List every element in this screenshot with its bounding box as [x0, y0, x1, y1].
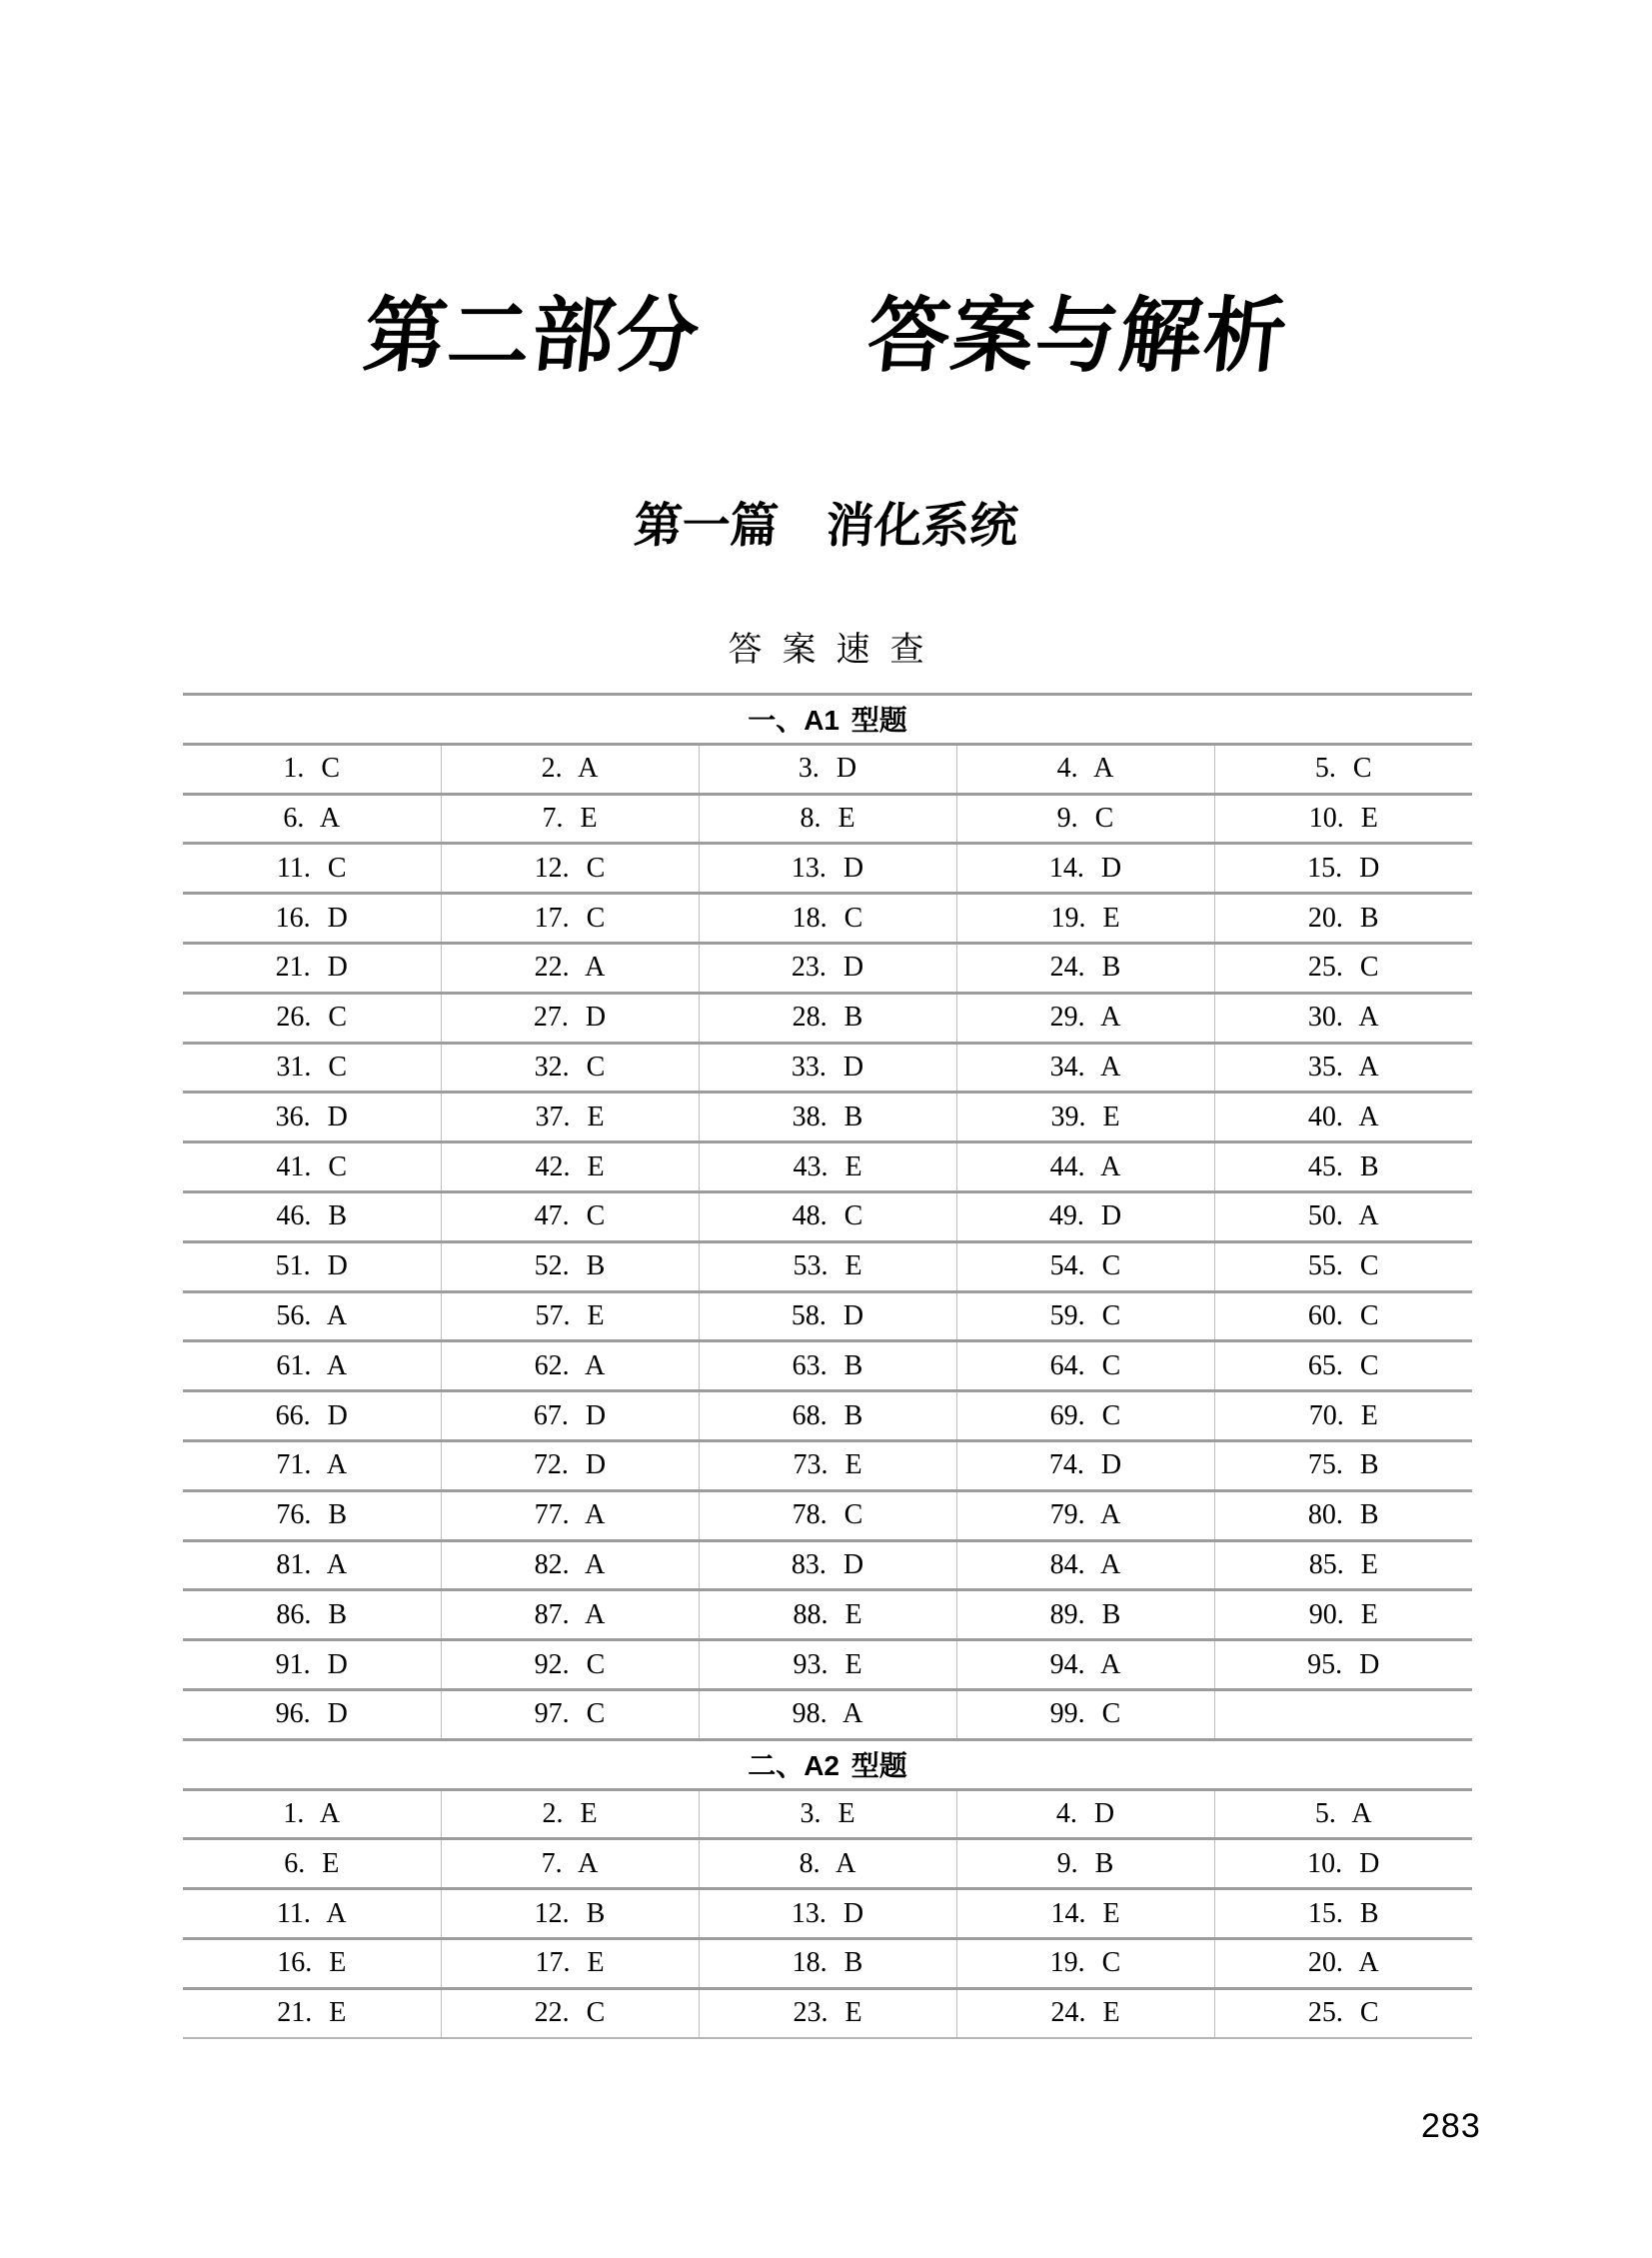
answer-cell: 31. C — [276, 1051, 348, 1083]
answer-cell: 37. E — [441, 1093, 699, 1142]
answer-cell: 49. D — [956, 1191, 1214, 1241]
answer-cell: 11. C — [276, 852, 347, 884]
answer-row — [183, 794, 1472, 844]
answer-cell: 2. A — [441, 744, 699, 794]
answer-row — [183, 1889, 1472, 1939]
answer-cell: 32. C — [441, 1043, 699, 1093]
answer-row — [183, 1142, 1472, 1192]
answer-cell: 7. E — [441, 794, 699, 844]
answer-cell: 72. D — [441, 1440, 699, 1490]
answer-cell: 13. D — [699, 844, 956, 894]
answer-cell: 12. B — [441, 1889, 699, 1939]
answer-row — [183, 993, 1472, 1043]
answer-cell: 62. A — [441, 1341, 699, 1391]
answer-cell: 13. D — [699, 1889, 956, 1939]
answer-cell: 33. D — [699, 1043, 956, 1093]
answer-cell: 71. A — [276, 1449, 348, 1481]
answer-cell: 93. E — [699, 1640, 956, 1690]
answer-cell: 17. E — [441, 1938, 699, 1988]
answer-cell: 20. A — [1214, 1938, 1472, 1988]
answer-cell: 16. D — [275, 902, 348, 934]
answer-cell: 70. E — [1214, 1391, 1472, 1441]
answer-cell: 46. B — [276, 1200, 348, 1232]
answer-cell: 39. E — [956, 1093, 1214, 1142]
answer-cell — [1214, 1689, 1472, 1739]
answer-row — [183, 1191, 1472, 1241]
answer-cell: 4. A — [956, 744, 1214, 794]
section-heading-row — [183, 695, 1472, 745]
answer-cell: 23. D — [699, 943, 956, 993]
answer-cell: 52. B — [441, 1241, 699, 1291]
answer-cell: 82. A — [441, 1540, 699, 1590]
answer-cell: 79. A — [956, 1490, 1214, 1540]
answer-cell: 10. D — [1214, 1839, 1472, 1889]
answer-cell: 29. A — [956, 993, 1214, 1043]
answer-cell: 81. A — [276, 1548, 348, 1580]
answer-row — [183, 1839, 1472, 1889]
answer-cell: 91. D — [275, 1648, 348, 1680]
answer-cell: 64. C — [956, 1341, 1214, 1391]
answer-cell: 48. C — [699, 1191, 956, 1241]
answer-cell: 5. C — [1214, 744, 1472, 794]
answer-row — [183, 1043, 1472, 1093]
answer-cell: 14. E — [956, 1889, 1214, 1939]
section-heading: 一、A1 型题 — [748, 705, 907, 737]
answer-cell: 96. D — [275, 1698, 348, 1730]
answer-cell: 75. B — [1214, 1440, 1472, 1490]
answer-cell: 73. E — [699, 1440, 956, 1490]
answer-cell: 88. E — [699, 1590, 956, 1640]
answer-row — [183, 1640, 1472, 1690]
answer-cell: 57. E — [441, 1291, 699, 1341]
answer-cell: 7. A — [441, 1839, 699, 1889]
answer-cell: 24. B — [956, 943, 1214, 993]
answer-cell: 4. D — [956, 1789, 1214, 1839]
answer-cell: 2. E — [441, 1789, 699, 1839]
answer-cell: 18. B — [699, 1938, 956, 1988]
answer-cell: 34. A — [956, 1043, 1214, 1093]
answer-cell: 15. D — [1214, 844, 1472, 894]
answer-cell: 77. A — [441, 1490, 699, 1540]
answer-cell: 76. B — [276, 1499, 348, 1531]
section-heading: 二、A2 型题 — [748, 1750, 907, 1782]
section-heading-row — [183, 1739, 1472, 1789]
answer-cell: 51. D — [275, 1250, 348, 1282]
answer-cell: 19. C — [956, 1938, 1214, 1988]
answer-cell: 6. E — [284, 1847, 340, 1879]
answer-row — [183, 1391, 1472, 1441]
answer-cell: 15. B — [1214, 1889, 1472, 1939]
answer-row — [183, 844, 1472, 894]
answer-cell: 38. B — [699, 1093, 956, 1142]
answer-cell: 43. E — [699, 1142, 956, 1192]
answer-cell: 47. C — [441, 1191, 699, 1241]
quick-answer-title: 答案速查 — [728, 631, 944, 669]
answer-cell: 3. E — [699, 1789, 956, 1839]
answer-cell: 35. A — [1214, 1043, 1472, 1093]
answer-table — [183, 693, 1472, 2039]
answer-row — [183, 1988, 1472, 2037]
answer-cell: 8. A — [699, 1839, 956, 1889]
answer-cell: 10. E — [1214, 794, 1472, 844]
answer-cell: 68. B — [699, 1391, 956, 1441]
answer-cell: 30. A — [1214, 993, 1472, 1043]
answer-cell: 80. B — [1214, 1490, 1472, 1540]
answer-cell: 78. C — [699, 1490, 956, 1540]
answer-row — [183, 1938, 1472, 1988]
answer-row — [183, 1241, 1472, 1291]
answer-cell: 97. C — [441, 1689, 699, 1739]
answer-cell: 25. C — [1214, 943, 1472, 993]
answer-row — [183, 744, 1472, 794]
answer-cell: 61. A — [276, 1349, 348, 1381]
answer-cell: 66. D — [275, 1399, 348, 1431]
answer-row — [183, 943, 1472, 993]
part-title: 第二部分 答案与解析 — [359, 291, 1293, 382]
answer-cell: 55. C — [1214, 1241, 1472, 1291]
answer-cell: 69. C — [956, 1391, 1214, 1441]
answer-cell: 40. A — [1214, 1093, 1472, 1142]
answer-cell: 92. C — [441, 1640, 699, 1690]
answer-cell: 23. E — [699, 1988, 956, 2037]
answer-cell: 86. B — [276, 1598, 348, 1630]
answer-cell: 22. A — [441, 943, 699, 993]
answer-cell: 94. A — [956, 1640, 1214, 1690]
answer-row — [183, 1789, 1472, 1839]
answer-cell: 58. D — [699, 1291, 956, 1341]
answer-row — [183, 894, 1472, 944]
answer-cell: 65. C — [1214, 1341, 1472, 1391]
answer-row — [183, 1341, 1472, 1391]
answer-cell: 56. A — [276, 1299, 348, 1331]
answer-cell: 63. B — [699, 1341, 956, 1391]
answer-cell: 87. A — [441, 1590, 699, 1640]
answer-cell: 24. E — [956, 1988, 1214, 2037]
answer-cell: 21. E — [277, 1997, 347, 2029]
answer-cell: 67. D — [441, 1391, 699, 1441]
answer-cell: 17. C — [441, 894, 699, 944]
answer-row — [183, 1093, 1472, 1142]
answer-row — [183, 1440, 1472, 1490]
answer-row — [183, 1540, 1472, 1590]
answer-cell: 11. A — [276, 1897, 347, 1929]
answer-cell: 41. C — [276, 1150, 348, 1182]
answer-cell: 28. B — [699, 993, 956, 1043]
section-title: 第一篇 消化系统 — [632, 500, 1020, 553]
answer-table-body — [183, 695, 1472, 2038]
answer-cell: 5. A — [1214, 1789, 1472, 1839]
answer-cell: 60. C — [1214, 1291, 1472, 1341]
answer-cell: 27. D — [441, 993, 699, 1043]
answer-cell: 20. B — [1214, 894, 1472, 944]
answer-cell: 74. D — [956, 1440, 1214, 1490]
answer-cell: 12. C — [441, 844, 699, 894]
answer-row — [183, 1689, 1472, 1739]
answer-cell: 18. C — [699, 894, 956, 944]
answer-cell: 3. D — [699, 744, 956, 794]
answer-cell: 9. B — [956, 1839, 1214, 1889]
answer-cell: 1. A — [283, 1797, 341, 1829]
answer-cell: 19. E — [956, 894, 1214, 944]
answer-cell: 25. C — [1214, 1988, 1472, 2037]
answer-cell: 84. A — [956, 1540, 1214, 1590]
answer-cell: 90. E — [1214, 1590, 1472, 1640]
answer-cell: 53. E — [699, 1241, 956, 1291]
answer-cell: 59. C — [956, 1291, 1214, 1341]
answer-cell: 89. B — [956, 1590, 1214, 1640]
answer-cell: 1. C — [283, 753, 341, 785]
answer-cell: 16. E — [277, 1947, 347, 1979]
answer-cell: 6. A — [283, 802, 341, 834]
answer-row — [183, 1291, 1472, 1341]
answer-row — [183, 1490, 1472, 1540]
answer-cell: 14. D — [956, 844, 1214, 894]
answer-row — [183, 1590, 1472, 1640]
answer-cell: 21. D — [275, 952, 348, 984]
answer-cell: 95. D — [1214, 1640, 1472, 1690]
answer-cell: 54. C — [956, 1241, 1214, 1291]
answer-cell: 44. A — [956, 1142, 1214, 1192]
answer-cell: 98. A — [699, 1689, 956, 1739]
page-number: 283 — [1421, 2107, 1481, 2145]
answer-cell: 9. C — [956, 794, 1214, 844]
answer-cell: 45. B — [1214, 1142, 1472, 1192]
answer-cell: 26. C — [276, 1002, 348, 1034]
answer-cell: 85. E — [1214, 1540, 1472, 1590]
answer-cell: 36. D — [275, 1101, 348, 1132]
answer-cell: 22. C — [441, 1988, 699, 2037]
answer-cell: 8. E — [699, 794, 956, 844]
answer-cell: 42. E — [441, 1142, 699, 1192]
answer-cell: 83. D — [699, 1540, 956, 1590]
answer-cell: 99. C — [956, 1689, 1214, 1739]
answer-cell: 50. A — [1214, 1191, 1472, 1241]
